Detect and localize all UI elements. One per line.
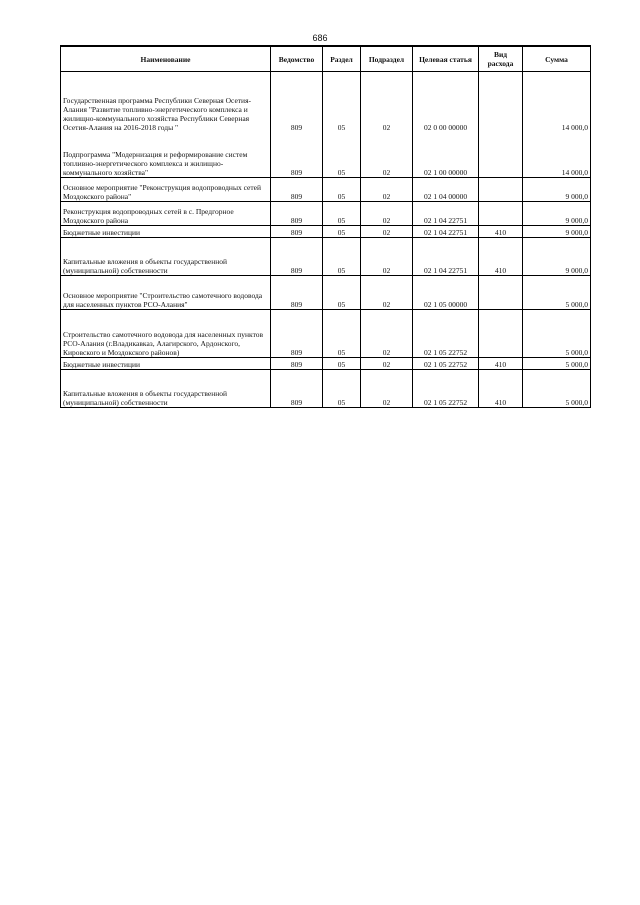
row-target: 02 1 00 00000 — [413, 132, 479, 178]
row-name: Государственная программа Республики Северная Осетия-Алания "Развитие топливно-энергетического комплекса и жилищно-коммунального хозяйства Республики Северная Осетия-Алания на 2016-2018 годы " — [61, 72, 271, 132]
row-expense-type: 410 — [479, 358, 523, 370]
row-name: Подпрограмма "Модернизация и реформирование систем топливно-энергетического комплекса и жилищно-коммунального хозяйства" — [61, 132, 271, 178]
row-subsection: 02 — [361, 202, 413, 226]
row-subsection: 02 — [361, 310, 413, 358]
row-subsection: 02 — [361, 132, 413, 178]
row-ministry: 809 — [271, 370, 323, 408]
column-header-subsection: Подраздел — [361, 46, 413, 72]
row-sum: 14 000,0 — [523, 132, 591, 178]
column-header-sum: Сумма — [523, 46, 591, 72]
row-subsection: 02 — [361, 276, 413, 310]
table-row — [61, 178, 591, 202]
row-target: 02 1 04 00000 — [413, 178, 479, 202]
row-ministry: 809 — [271, 226, 323, 238]
row-section: 05 — [323, 370, 361, 408]
row-expense-type — [479, 276, 523, 310]
row-ministry: 809 — [271, 132, 323, 178]
row-target: 02 0 00 00000 — [413, 72, 479, 132]
row-target: 02 1 04 22751 — [413, 226, 479, 238]
row-expense-type — [479, 72, 523, 132]
row-subsection: 02 — [361, 178, 413, 202]
table-row — [61, 310, 591, 358]
row-section: 05 — [323, 178, 361, 202]
row-expense-type: 410 — [479, 226, 523, 238]
row-sum: 5 000,0 — [523, 276, 591, 310]
column-header-expense-type: Вид расхода — [479, 46, 523, 72]
row-target: 02 1 05 00000 — [413, 276, 479, 310]
row-expense-type — [479, 310, 523, 358]
row-section: 05 — [323, 72, 361, 132]
row-sum: 5 000,0 — [523, 358, 591, 370]
column-header-section: Раздел — [323, 46, 361, 72]
column-header-name: Наименование — [61, 46, 271, 72]
row-expense-type: 410 — [479, 238, 523, 276]
page-number: 686 — [312, 33, 328, 43]
row-target: 02 1 04 22751 — [413, 238, 479, 276]
table-row — [61, 276, 591, 310]
table-row — [61, 72, 591, 132]
row-name: Бюджетные инвестиции — [61, 358, 271, 370]
row-sum: 14 000,0 — [523, 72, 591, 132]
row-sum: 5 000,0 — [523, 310, 591, 358]
row-section: 05 — [323, 238, 361, 276]
row-section: 05 — [323, 132, 361, 178]
table-row — [61, 226, 591, 238]
row-sum: 9 000,0 — [523, 178, 591, 202]
row-section: 05 — [323, 202, 361, 226]
table-row — [61, 202, 591, 226]
row-ministry: 809 — [271, 238, 323, 276]
row-subsection: 02 — [361, 358, 413, 370]
row-sum: 9 000,0 — [523, 238, 591, 276]
column-header-ministry: Ведомство — [271, 46, 323, 72]
row-ministry: 809 — [271, 276, 323, 310]
row-ministry: 809 — [271, 178, 323, 202]
row-expense-type — [479, 132, 523, 178]
row-expense-type: 410 — [479, 370, 523, 408]
row-target: 02 1 05 22752 — [413, 310, 479, 358]
row-expense-type — [479, 178, 523, 202]
row-name: Капитальные вложения в объекты государственной (муниципальной) собственности — [61, 370, 271, 408]
row-name: Строительство самотечного водовода для населенных пунктов РСО-Алания (г.Владикавказ, Алагирского, Ардонского, Кировского и Моздокского районов) — [61, 310, 271, 358]
table-row — [61, 370, 591, 408]
row-name: Бюджетные инвестиции — [61, 226, 271, 238]
row-subsection: 02 — [361, 226, 413, 238]
row-ministry: 809 — [271, 310, 323, 358]
row-target: 02 1 05 22752 — [413, 358, 479, 370]
row-ministry: 809 — [271, 72, 323, 132]
row-name: Капитальные вложения в объекты государственной (муниципальной) собственности — [61, 238, 271, 276]
row-section: 05 — [323, 310, 361, 358]
table-row — [61, 358, 591, 370]
row-target: 02 1 05 22752 — [413, 370, 479, 408]
row-section: 05 — [323, 276, 361, 310]
row-section: 05 — [323, 226, 361, 238]
table-row — [61, 238, 591, 276]
row-subsection: 02 — [361, 72, 413, 132]
row-name: Основное мероприятие "Реконструкция водопроводных сетей Моздокского района" — [61, 178, 271, 202]
row-sum: 5 000,0 — [523, 370, 591, 408]
row-ministry: 809 — [271, 202, 323, 226]
row-sum: 9 000,0 — [523, 202, 591, 226]
row-expense-type — [479, 202, 523, 226]
budget-table — [60, 45, 591, 408]
row-subsection: 02 — [361, 238, 413, 276]
table-row — [61, 132, 591, 178]
table-header-row — [61, 46, 591, 72]
row-target: 02 1 04 22751 — [413, 202, 479, 226]
row-name: Реконструкция водопроводных сетей в с. Предгорное Моздокского района — [61, 202, 271, 226]
column-header-target: Целевая статья — [413, 46, 479, 72]
row-sum: 9 000,0 — [523, 226, 591, 238]
row-section: 05 — [323, 358, 361, 370]
row-subsection: 02 — [361, 370, 413, 408]
row-ministry: 809 — [271, 358, 323, 370]
row-name: Основное мероприятие "Строительство самотечного водовода для населенных пунктов РСО-Алания" — [61, 276, 271, 310]
